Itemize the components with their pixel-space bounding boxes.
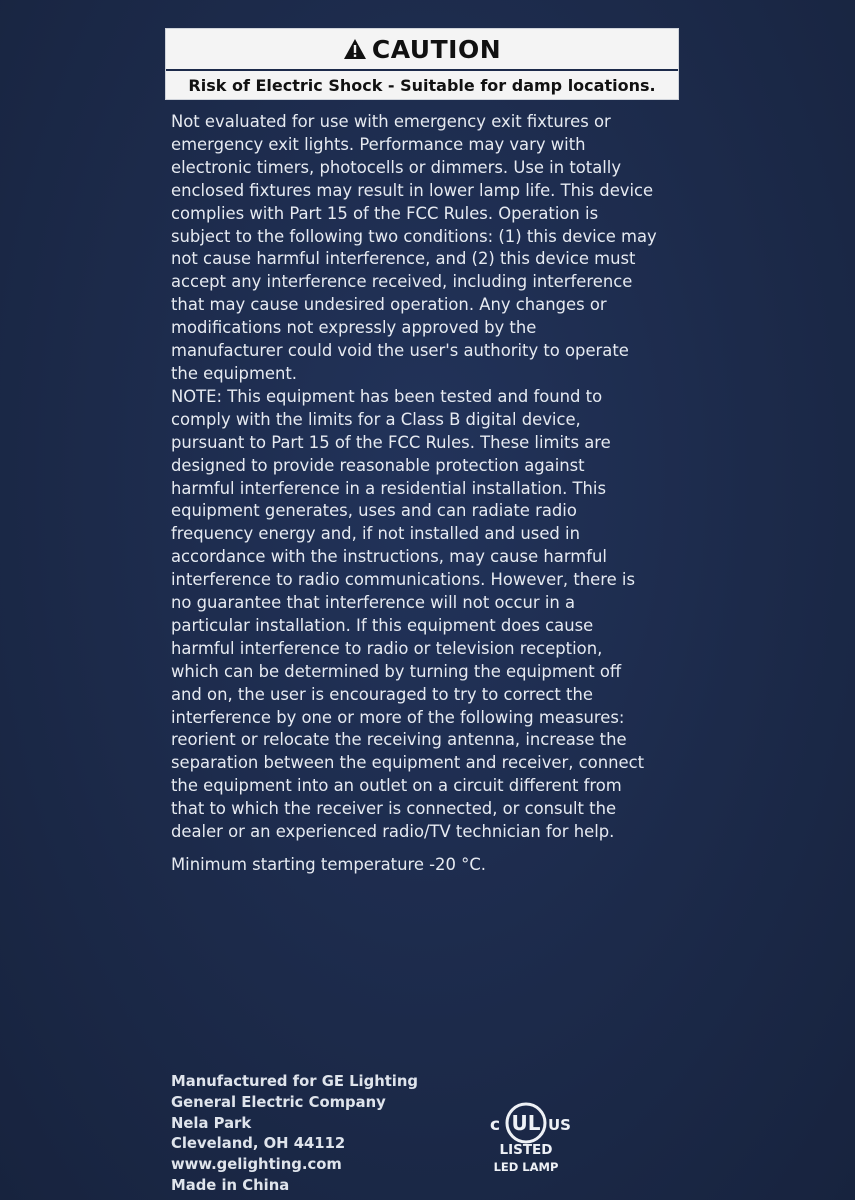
- warning-triangle-icon: [343, 38, 367, 60]
- c-mark: c: [490, 1115, 501, 1135]
- text-line: electronic timers, photocells or dimmers. Use in totally: [171, 157, 622, 177]
- text-line: emergency exit lights. Performance may vary with: [171, 134, 586, 154]
- text-line: reorient or relocate the receiving antenna, increase the: [171, 730, 627, 750]
- paragraph-note: [171, 386, 711, 844]
- manufacturer-info: [171, 1072, 418, 1197]
- caution-box: [165, 28, 679, 100]
- text-line: accordance with the instructions, may cause harmful: [171, 547, 607, 567]
- text-line: manufacturer could void the user's authority to operate: [171, 341, 629, 361]
- text-line: subject to the following two conditions: (1) this device may: [171, 226, 657, 246]
- text-line: the equipment into an outlet on a circuit different from: [171, 776, 622, 796]
- ul-text: UL: [511, 1111, 541, 1135]
- website-link[interactable]: www.gelighting.com: [171, 1156, 342, 1174]
- text-line: designed to provide reasonable protection against: [171, 455, 585, 475]
- text-line: that to which the receiver is connected, or consult the: [171, 799, 617, 819]
- city-line: Cleveland, OH 44112: [171, 1135, 346, 1153]
- text-line: and on, the user is encouraged to try to correct the: [171, 684, 593, 704]
- text-line: Not evaluated for use with emergency exit fixtures or: [171, 112, 611, 131]
- address-line: Nela Park: [171, 1114, 252, 1132]
- text-line: NOTE: This equipment has been tested and found to: [171, 386, 603, 406]
- caution-title: CAUTION: [371, 34, 502, 64]
- ul-logo-icon: [484, 1098, 594, 1148]
- ul-listed-mark: [484, 1098, 594, 1188]
- text-line: separation between the equipment and receiver, connect: [171, 753, 645, 773]
- manufacturer-line: Manufactured for GE Lighting: [171, 1073, 419, 1090]
- min-temperature-text: Minimum starting temperature -20 °C.: [171, 855, 486, 874]
- text-line: enclosed fixtures may result in lower lamp life. This device: [171, 180, 654, 200]
- text-line: comply with the limits for a Class B digital device,: [171, 409, 581, 429]
- text-line: no guarantee that interference will not occur in a: [171, 593, 576, 613]
- text-line: interference by one or more of the following measures:: [171, 707, 625, 727]
- text-line: frequency energy and, if not installed and used in: [171, 524, 580, 544]
- text-line: complies with Part 15 of the FCC Rules. Operation is: [171, 203, 599, 223]
- text-line: interference to radio communications. However, there is: [171, 570, 636, 590]
- origin-line: Made in China: [171, 1176, 290, 1194]
- text-line: accept any interference received, including interference: [171, 272, 633, 292]
- caution-header: [166, 29, 678, 69]
- text-line: not cause harmful interference, and (2) this device must: [171, 249, 636, 269]
- fcc-notice-text: [171, 111, 711, 877]
- listed-label: LISTED: [499, 1142, 553, 1158]
- text-line: the equipment.: [171, 363, 298, 383]
- text-line: harmful interference in a residential installation. This: [171, 478, 607, 498]
- text-line: particular installation. If this equipment does cause: [171, 615, 594, 635]
- text-line: harmful interference to radio or television reception,: [171, 638, 603, 658]
- led-lamp-label: LED LAMP: [493, 1160, 559, 1174]
- caution-subtitle: Risk of Electric Shock - Suitable for damp locations.: [188, 75, 656, 95]
- text-line: which can be determined by turning the equipment off: [171, 661, 622, 681]
- text-line: that may cause undesired operation. Any changes or: [171, 295, 607, 315]
- text-line: dealer or an experienced radio/TV technician for help.: [171, 822, 615, 842]
- text-line: pursuant to Part 15 of the FCC Rules. These limits are: [171, 432, 611, 452]
- text-line: equipment generates, uses and can radiate radio: [171, 501, 577, 521]
- paragraph-fcc-compliance: [171, 111, 711, 386]
- company-name: General Electric Company: [171, 1093, 386, 1111]
- text-line: modifications not expressly approved by the: [171, 318, 537, 338]
- us-mark: US: [548, 1116, 571, 1134]
